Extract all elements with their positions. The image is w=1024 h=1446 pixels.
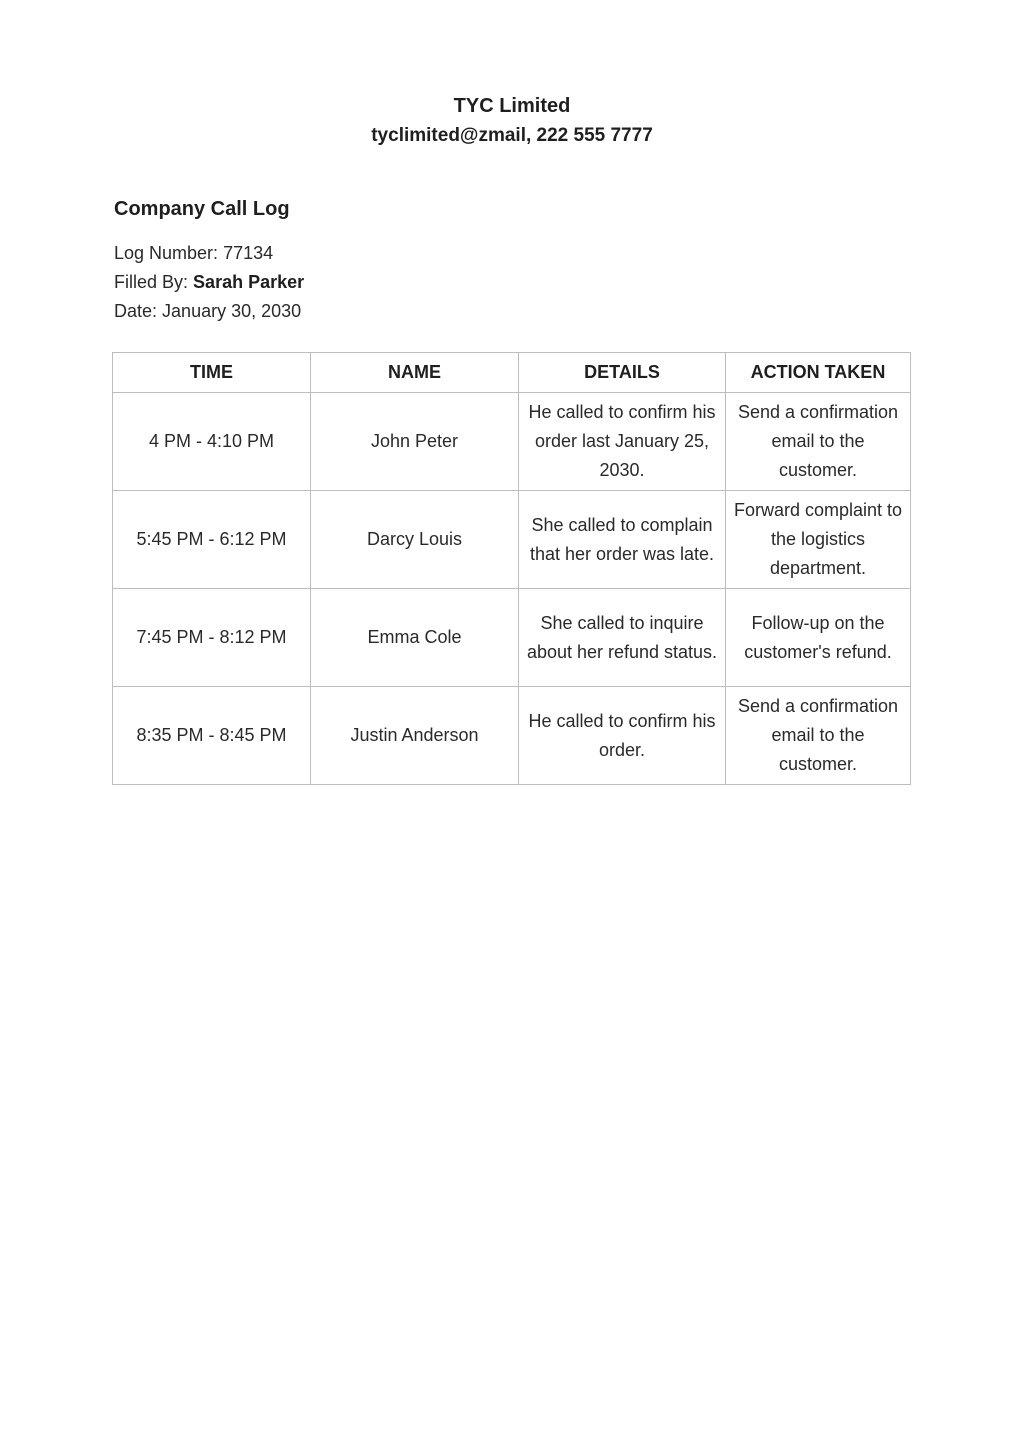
cell-name: John Peter: [311, 393, 519, 491]
table-row: [113, 589, 911, 687]
cell-details: She called to complain that her order was late.: [519, 491, 726, 589]
cell-name: Darcy Louis: [311, 491, 519, 589]
column-header-time: TIME: [113, 353, 311, 393]
date-value: January 30, 2030: [162, 301, 302, 321]
cell-time: 7:45 PM - 8:12 PM: [113, 589, 311, 687]
table-row: [113, 687, 911, 785]
filled-by-line: [114, 268, 304, 297]
filled-by-label: Filled By:: [114, 272, 189, 292]
table-header-row: [113, 353, 911, 393]
table-row: [113, 491, 911, 589]
date-label: Date:: [114, 301, 158, 321]
log-number-value: 77134: [223, 243, 274, 263]
cell-details: He called to confirm his order.: [519, 687, 726, 785]
column-header-name: NAME: [311, 353, 519, 393]
column-header-action-taken: ACTION TAKEN: [726, 353, 911, 393]
cell-details: She called to inquire about her refund status.: [519, 589, 726, 687]
date-line: [114, 297, 304, 326]
cell-name: Justin Anderson: [311, 687, 519, 785]
cell-action-taken: Forward complaint to the logistics department.: [726, 491, 911, 589]
cell-action-taken: Send a confirmation email to the customer.: [726, 687, 911, 785]
filled-by-value: Sarah Parker: [193, 272, 305, 292]
cell-time: 8:35 PM - 8:45 PM: [113, 687, 311, 785]
company-header: [0, 92, 1024, 150]
column-header-details: DETAILS: [519, 353, 726, 393]
company-name: TYC Limited: [453, 95, 571, 117]
document-title: Company Call Log: [114, 198, 290, 220]
log-number-line: [114, 239, 304, 268]
cell-action-taken: Send a confirmation email to the customer.: [726, 393, 911, 491]
cell-details: He called to confirm his order last January 25, 2030.: [519, 393, 726, 491]
cell-name: Emma Cole: [311, 589, 519, 687]
table-row: [113, 393, 911, 491]
call-log-table: [112, 352, 911, 785]
cell-time: 4 PM - 4:10 PM: [113, 393, 311, 491]
cell-action-taken: Follow-up on the customer's refund.: [726, 589, 911, 687]
company-contact: tyclimited@zmail, 222 555 7777: [371, 125, 653, 146]
log-number-label: Log Number:: [114, 243, 219, 263]
log-meta: [114, 239, 304, 326]
cell-time: 5:45 PM - 6:12 PM: [113, 491, 311, 589]
